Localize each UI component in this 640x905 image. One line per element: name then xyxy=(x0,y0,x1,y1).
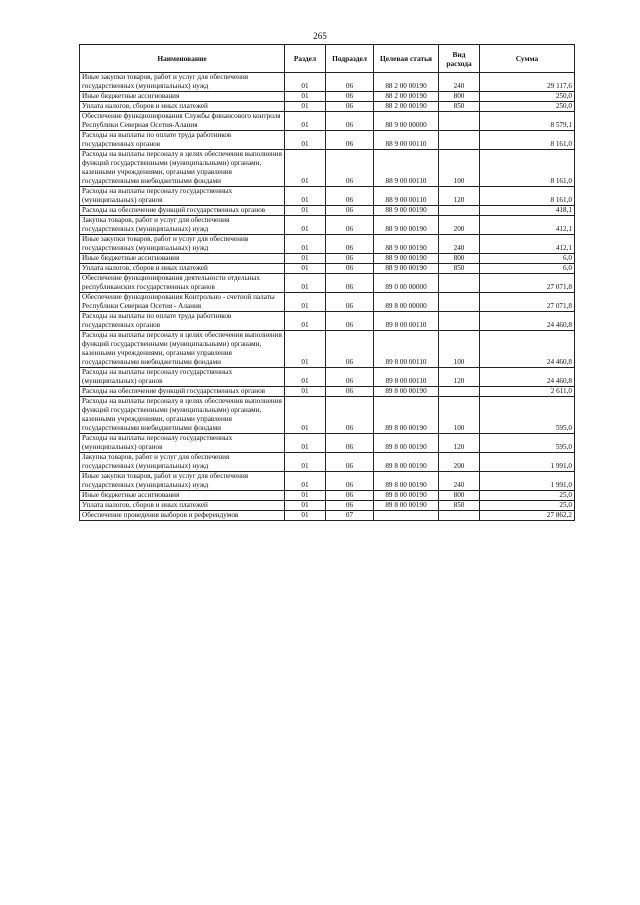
row-subsection: 06 xyxy=(326,235,374,254)
row-section: 01 xyxy=(285,331,326,368)
row-amount: 8 161,0 xyxy=(480,150,575,187)
row-section: 01 xyxy=(285,92,326,102)
row-name: Закупка товаров, работ и услуг для обеспечения государственных (муниципальных) нужд xyxy=(80,453,285,472)
row-target-article: 88 2 00 00190 xyxy=(374,92,439,102)
row-expense-type: 850 xyxy=(439,501,480,511)
row-section: 01 xyxy=(285,216,326,235)
row-amount: 25,0 xyxy=(480,501,575,511)
row-section: 01 xyxy=(285,491,326,501)
row-expense-type: 100 xyxy=(439,397,480,434)
table-header-row xyxy=(80,45,575,73)
row-section: 01 xyxy=(285,264,326,274)
table-row xyxy=(80,150,575,187)
row-subsection: 06 xyxy=(326,368,374,387)
row-target-article: 89 8 00 00000 xyxy=(374,293,439,312)
row-section: 01 xyxy=(285,511,326,521)
row-expense-type: 200 xyxy=(439,453,480,472)
table-row xyxy=(80,206,575,216)
row-subsection: 06 xyxy=(326,73,374,92)
table-row xyxy=(80,387,575,397)
row-name: Иные бюджетные ассигнования xyxy=(80,491,285,501)
row-section: 01 xyxy=(285,453,326,472)
row-subsection: 06 xyxy=(326,112,374,131)
row-section: 01 xyxy=(285,254,326,264)
row-amount: 27 071,8 xyxy=(480,293,575,312)
row-expense-type xyxy=(439,312,480,331)
row-section: 01 xyxy=(285,472,326,491)
row-name: Закупка товаров, работ и услуг для обеспечения государственных (муниципальных) нужд xyxy=(80,216,285,235)
row-target-article: 88 9 00 00110 xyxy=(374,187,439,206)
row-amount: 6,0 xyxy=(480,254,575,264)
row-section: 01 xyxy=(285,206,326,216)
page-number: 265 xyxy=(313,31,327,41)
row-section: 01 xyxy=(285,387,326,397)
row-amount: 8 161,0 xyxy=(480,187,575,206)
row-section: 01 xyxy=(285,434,326,453)
row-expense-type: 100 xyxy=(439,331,480,368)
row-section: 01 xyxy=(285,368,326,387)
row-amount: 418,1 xyxy=(480,206,575,216)
row-expense-type: 120 xyxy=(439,434,480,453)
row-expense-type xyxy=(439,293,480,312)
row-subsection: 06 xyxy=(326,434,374,453)
row-expense-type: 200 xyxy=(439,216,480,235)
row-section: 01 xyxy=(285,293,326,312)
row-amount: 595,0 xyxy=(480,397,575,434)
row-target-article: 88 9 00 00110 xyxy=(374,150,439,187)
row-target-article: 89 8 00 00190 xyxy=(374,501,439,511)
row-name: Иные бюджетные ассигнования xyxy=(80,254,285,264)
header-section: Раздел xyxy=(285,45,326,73)
budget-table xyxy=(79,44,575,521)
row-expense-type: 800 xyxy=(439,92,480,102)
row-section: 01 xyxy=(285,397,326,434)
row-section: 01 xyxy=(285,235,326,254)
table-row xyxy=(80,331,575,368)
table-row xyxy=(80,368,575,387)
row-name: Уплата налогов, сборов и иных платежей xyxy=(80,102,285,112)
table-row xyxy=(80,216,575,235)
row-subsection: 06 xyxy=(326,187,374,206)
row-expense-type: 240 xyxy=(439,73,480,92)
table-row xyxy=(80,491,575,501)
row-name: Иные закупки товаров, работ и услуг для обеспечения государственных (муниципальных) нужд xyxy=(80,472,285,491)
row-target-article: 89 8 00 00110 xyxy=(374,312,439,331)
row-target-article: 89 8 00 00190 xyxy=(374,434,439,453)
row-expense-type: 800 xyxy=(439,254,480,264)
row-amount: 27 071,8 xyxy=(480,274,575,293)
row-amount: 8 161,0 xyxy=(480,131,575,150)
row-name: Обеспечение функционирования деятельности отдельных республиканских государственных органов xyxy=(80,274,285,293)
row-target-article: 88 9 00 00190 xyxy=(374,216,439,235)
row-target-article: 88 9 00 00190 xyxy=(374,206,439,216)
row-name: Иные бюджетные ассигнования xyxy=(80,92,285,102)
row-expense-type: 850 xyxy=(439,264,480,274)
row-amount: 412,1 xyxy=(480,216,575,235)
row-amount: 27 862,2 xyxy=(480,511,575,521)
row-subsection: 06 xyxy=(326,397,374,434)
table-row xyxy=(80,254,575,264)
row-name: Иные закупки товаров, работ и услуг для обеспечения государственных (муниципальных) нужд xyxy=(80,235,285,254)
row-section: 01 xyxy=(285,102,326,112)
row-subsection: 06 xyxy=(326,274,374,293)
row-name: Расходы на выплаты персоналу государственных (муниципальных) органов xyxy=(80,368,285,387)
row-expense-type: 120 xyxy=(439,187,480,206)
row-name: Расходы на выплаты по оплате труда работников государственных органов xyxy=(80,131,285,150)
row-target-article: 88 9 00 00190 xyxy=(374,264,439,274)
row-name: Расходы на обеспечение функций государственных органов xyxy=(80,387,285,397)
table-row xyxy=(80,235,575,254)
row-target-article: 88 2 00 00190 xyxy=(374,102,439,112)
row-name: Обеспечение функционирования Службы финансового контроля Республики Северная Осетия-Алания xyxy=(80,112,285,131)
row-subsection: 06 xyxy=(326,254,374,264)
row-subsection: 06 xyxy=(326,312,374,331)
row-subsection: 06 xyxy=(326,387,374,397)
row-target-article: 89 8 00 00190 xyxy=(374,387,439,397)
row-name: Расходы на выплаты персоналу в целях обеспечения выполнения функций государственными (муниципальными) органами, казенными учреждениями, органами управления государственными внебюджетными фондами xyxy=(80,397,285,434)
row-target-article: 88 9 00 00190 xyxy=(374,254,439,264)
row-expense-type xyxy=(439,511,480,521)
row-expense-type: 120 xyxy=(439,368,480,387)
table-row xyxy=(80,293,575,312)
row-target-article: 89 8 00 00190 xyxy=(374,472,439,491)
row-amount: 250,0 xyxy=(480,102,575,112)
row-section: 01 xyxy=(285,274,326,293)
row-subsection: 07 xyxy=(326,511,374,521)
row-name: Расходы на выплаты персоналу государственных (муниципальных) органов xyxy=(80,434,285,453)
row-amount: 29 117,6 xyxy=(480,73,575,92)
row-section: 01 xyxy=(285,312,326,331)
row-expense-type xyxy=(439,387,480,397)
row-name: Обеспечение проведения выборов и референдумов xyxy=(80,511,285,521)
row-amount: 412,1 xyxy=(480,235,575,254)
table-body xyxy=(80,73,575,521)
header-subsection: Подраздел xyxy=(326,45,374,73)
row-target-article: 89 8 00 00190 xyxy=(374,491,439,501)
row-name: Обеспечение функционирования Контрольно - счетной палаты Республики Северная Осетия - Алания xyxy=(80,293,285,312)
row-name: Уплата налогов, сборов и иных платежей xyxy=(80,501,285,511)
row-target-article: 88 9 00 00000 xyxy=(374,112,439,131)
row-expense-type xyxy=(439,274,480,293)
row-name: Расходы на выплаты персоналу государственных (муниципальных) органов xyxy=(80,187,285,206)
row-amount: 6,0 xyxy=(480,264,575,274)
row-subsection: 06 xyxy=(326,150,374,187)
table-row xyxy=(80,112,575,131)
row-expense-type: 100 xyxy=(439,150,480,187)
row-target-article: 88 9 00 00110 xyxy=(374,131,439,150)
row-amount: 8 579,1 xyxy=(480,112,575,131)
header-expense-type: Вид расхода xyxy=(439,45,480,73)
row-name: Уплата налогов, сборов и иных платежей xyxy=(80,264,285,274)
row-subsection: 06 xyxy=(326,92,374,102)
row-section: 01 xyxy=(285,501,326,511)
table-row xyxy=(80,312,575,331)
row-amount: 1 991,0 xyxy=(480,453,575,472)
table-row xyxy=(80,274,575,293)
row-subsection: 06 xyxy=(326,206,374,216)
table-row xyxy=(80,511,575,521)
row-name: Расходы на выплаты персоналу в целях обеспечения выполнения функций государственными (муниципальными) органами, казенными учреждениями, органами управления государственными внебюджетными фондами xyxy=(80,331,285,368)
row-target-article xyxy=(374,511,439,521)
table-row xyxy=(80,434,575,453)
row-section: 01 xyxy=(285,73,326,92)
row-amount: 24 460,8 xyxy=(480,331,575,368)
header-target-article: Целевая статья xyxy=(374,45,439,73)
row-expense-type: 240 xyxy=(439,472,480,491)
row-name: Расходы на выплаты персоналу в целях обеспечения выполнения функций государственными (муниципальными) органами, казенными учреждениями, органами управления государственными внебюджетными фондами xyxy=(80,150,285,187)
table-row xyxy=(80,73,575,92)
header-amount: Сумма xyxy=(480,45,575,73)
row-section: 01 xyxy=(285,187,326,206)
row-expense-type xyxy=(439,131,480,150)
row-amount: 25,0 xyxy=(480,491,575,501)
row-expense-type xyxy=(439,206,480,216)
row-section: 01 xyxy=(285,112,326,131)
row-amount: 24 460,8 xyxy=(480,312,575,331)
row-expense-type: 850 xyxy=(439,102,480,112)
table-row xyxy=(80,187,575,206)
row-subsection: 06 xyxy=(326,293,374,312)
table-row xyxy=(80,92,575,102)
row-target-article: 88 9 00 00190 xyxy=(374,235,439,254)
row-subsection: 06 xyxy=(326,501,374,511)
row-subsection: 06 xyxy=(326,453,374,472)
row-target-article: 89 8 00 00190 xyxy=(374,453,439,472)
row-subsection: 06 xyxy=(326,472,374,491)
table-row xyxy=(80,501,575,511)
table-row xyxy=(80,102,575,112)
table-row xyxy=(80,264,575,274)
row-expense-type: 240 xyxy=(439,235,480,254)
header-name: Наименование xyxy=(80,45,285,73)
row-amount: 24 460,8 xyxy=(480,368,575,387)
row-amount: 595,0 xyxy=(480,434,575,453)
row-amount: 1 991,0 xyxy=(480,472,575,491)
row-section: 01 xyxy=(285,150,326,187)
row-section: 01 xyxy=(285,131,326,150)
row-amount: 250,0 xyxy=(480,92,575,102)
table-row xyxy=(80,453,575,472)
row-name: Расходы на выплаты по оплате труда работников государственных органов xyxy=(80,312,285,331)
row-expense-type xyxy=(439,112,480,131)
table-row xyxy=(80,472,575,491)
row-subsection: 06 xyxy=(326,491,374,501)
row-subsection: 06 xyxy=(326,131,374,150)
row-target-article: 89 0 00 00000 xyxy=(374,274,439,293)
row-name: Иные закупки товаров, работ и услуг для обеспечения государственных (муниципальных) нужд xyxy=(80,73,285,92)
row-name: Расходы на обеспечение функций государственных органов xyxy=(80,206,285,216)
table-row xyxy=(80,131,575,150)
row-target-article: 88 2 00 00190 xyxy=(374,73,439,92)
table-row xyxy=(80,397,575,434)
row-target-article: 89 8 00 00190 xyxy=(374,397,439,434)
row-expense-type: 800 xyxy=(439,491,480,501)
row-target-article: 89 8 00 00110 xyxy=(374,331,439,368)
row-subsection: 06 xyxy=(326,331,374,368)
row-amount: 2 611,0 xyxy=(480,387,575,397)
row-subsection: 06 xyxy=(326,264,374,274)
row-target-article: 89 8 00 00110 xyxy=(374,368,439,387)
row-subsection: 06 xyxy=(326,102,374,112)
row-subsection: 06 xyxy=(326,216,374,235)
